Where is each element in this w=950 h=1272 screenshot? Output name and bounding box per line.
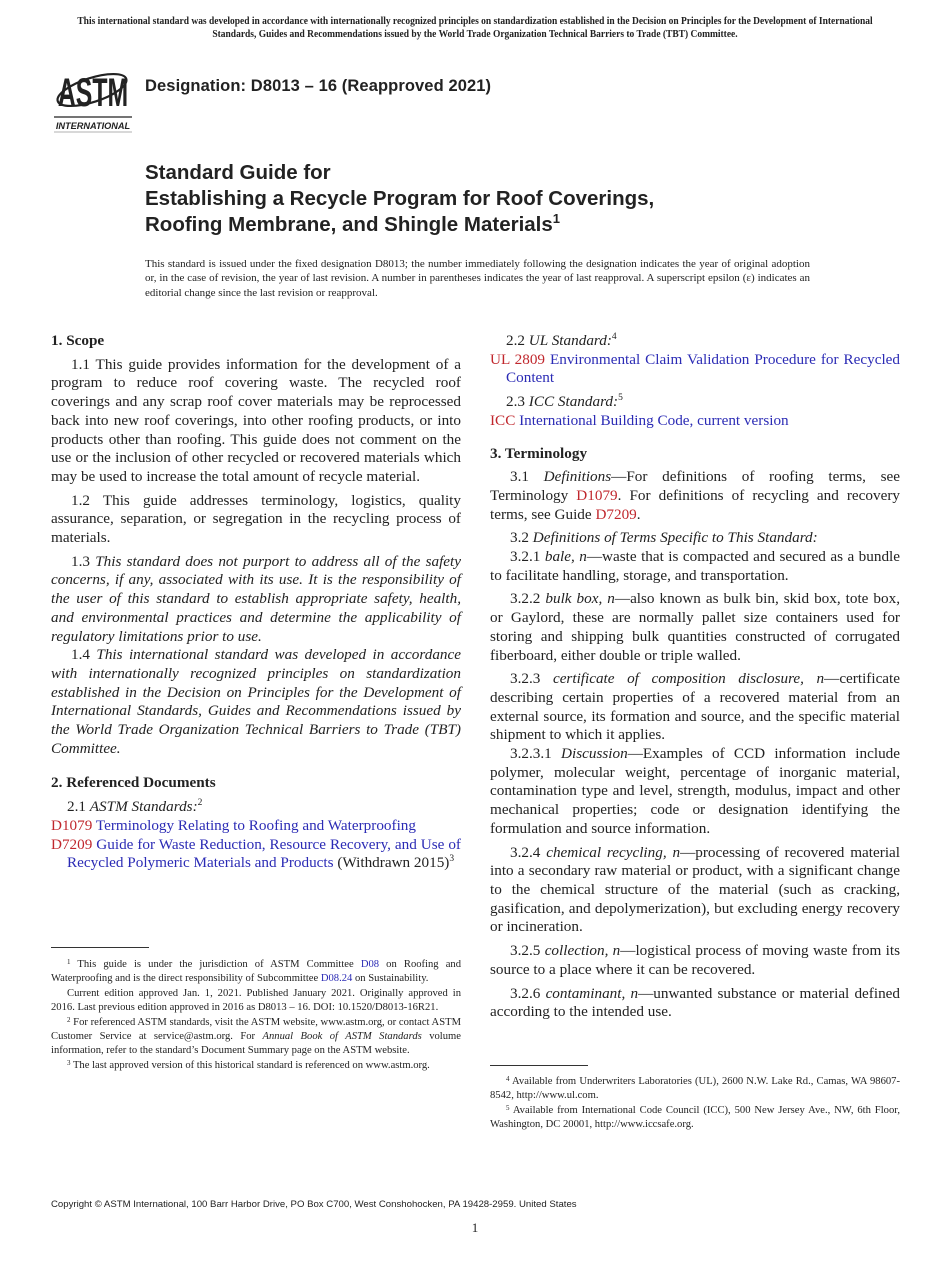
svg-text:INTERNATIONAL: INTERNATIONAL <box>55 121 131 131</box>
footnote-1-edition: Current edition approved Jan. 1, 2021. Published January 2021. Originally approved in 2016. Last previous edition approved in 2016 as D8013 – 16. DOI: 10.1520/D8013-16R21. <box>51 987 461 1014</box>
right-column <box>490 332 900 1027</box>
footnote-1: $^1$ This guide is under the jurisdiction of ASTM Committee D08 on Roofing and Waterproofing and is the direct responsibility of Subcommittee D08.24 on Sustainability. <box>51 958 461 985</box>
reference-title-link[interactable]: Terminology Relating to Roofing and Waterproofing <box>95 816 416 834</box>
paragraph-1-2: 1.2 This guide addresses terminology, logistics, quality assurance, separation, or segregation in the recycling process of materials. <box>51 491 461 547</box>
astm-logo-icon <box>52 56 134 134</box>
issue-note: This standard is issued under the fixed designation D8013; the number immediately following the designation indicates the year of original adoption or, in the case of revision, the year of last revision. A number in parentheses indicates the year of last reapproval. A superscript epsilon (ε) indicates an editorial change since the last revision or reapproval. <box>145 258 810 299</box>
footnotes-left <box>51 958 461 1073</box>
link-d7209[interactable]: D7209 <box>595 505 637 523</box>
definition-item: 3.2.4 chemical recycling, n—processing of recovered material into a secondary raw material or product, with a significant change to the chemical structure of the material (such as cracking, gasification, and depolymerization), but excluding energy recovery or incineration. <box>490 843 900 936</box>
definition-item: 3.2.1 bale, n—waste that is compacted and secured as a bundle to facilitate handling, storage, and transportation. <box>490 548 901 584</box>
link-d1079[interactable]: D1079 <box>576 486 618 504</box>
designation: Designation: D8013 – 16 (Reapproved 2021) <box>145 77 492 95</box>
footnote-2: $^2$ For referenced ASTM standards, visit the ASTM website, www.astm.org, or contact ASTM Customer Service at service@astm.org. For Annual Book of ASTM Standards volume information, refer to the standard’s Document Summary page on the ASTM website. <box>51 1015 461 1057</box>
title-line-1: Standard Guide for <box>145 161 331 184</box>
reference-icc[interactable] <box>490 412 900 431</box>
reference-code[interactable]: D7209 <box>51 835 93 853</box>
footnote-5: $^5$ Available from International Code Council (ICC), 500 New Jersey Ave., NW, 6th Floor, Washington, DC 20001, http://www.iccsafe.org. <box>490 1103 900 1131</box>
section-terminology-heading: 3. Terminology <box>490 444 588 462</box>
footnote-4: $^4$ Available from Underwriters Laboratories (UL), 2600 N.W. Lake Rd., Camas, WA 98607-8542, http://www.ul.com. <box>490 1075 900 1102</box>
footnotes-right <box>490 1075 900 1133</box>
title-footnote-mark: 1 <box>552 211 561 226</box>
definition-discussion: 3.2.3.1 Discussion—Examples of CCD information include polymer, molecular weight, percentage of inorganic material, contamination type and level, strength, modulus, impact and other mechanical properties; code or designation identifying the formulation and source information. <box>490 745 900 837</box>
section-referenced-heading: 2. Referenced Documents <box>51 774 216 792</box>
svg-text:ASTM: ASTM <box>57 71 129 116</box>
reference-title-link[interactable]: International Building Code, current version <box>519 411 789 429</box>
link-d08[interactable]: D08 <box>360 959 380 970</box>
paragraph-1-1: 1.1 This guide provides information for the development of a program to reduce roof covering waste. The recycled roof coverings and any scrap roof cover materials may be reprocessed back into new roof coverings, into other roofing products, or into products other than roofing. This guide does not comment on the use or the inclusion of other recycled or recovered materials which may be used to increase the total amount of recycle material. <box>51 355 461 485</box>
definition-item: 3.2.6 contaminant, n—unwanted substance or material defined according to the intended use. <box>490 984 900 1021</box>
reference-code[interactable]: ICC <box>490 411 516 429</box>
left-column <box>51 332 461 873</box>
paragraph-1-3: 1.3 This standard does not purport to address all of the safety concerns, if any, associated with its use. It is the responsibility of the user of this standard to establish appropriate safety, health, and environmental practices and determine the applicability of regulatory limitations prior to use. <box>51 552 461 645</box>
paragraph-1-4: 1.4 This international standard was developed in accordance with internationally recognized principles on standardization established in the Decision on Principles for the Development of International Standards, Guides and Recommendations issued by the World Trade Organization Technical Barriers to Trade (TBT) Committee. <box>51 646 461 757</box>
footnote-3: $^3$ The last approved version of this historical standard is referenced on www.astm.org. <box>67 1058 430 1071</box>
reference-code[interactable]: D1079 <box>51 816 93 834</box>
reference-title-link[interactable]: Environmental Claim Validation Procedure for Recycled Content <box>506 350 901 387</box>
reference-d1079[interactable] <box>51 817 461 836</box>
icc-standard-label: 2.3 ICC Standard:$^5$ <box>506 393 623 411</box>
paragraph-3-1: 3.1 Definitions—For definitions of roofing terms, see Terminology D1079. For definitions of recycling and recovery terms, see Guide D7209. <box>490 468 901 523</box>
title-line-3: Roofing Membrane, and Shingle Materials <box>145 213 553 236</box>
paragraph-3-2: 3.2 Definitions of Terms Specific to This Standard: <box>510 529 818 547</box>
section-scope-heading: 1. Scope <box>51 332 105 349</box>
reference-ul-2809[interactable] <box>490 351 900 388</box>
copyright: Copyright © ASTM International, 100 Barr Harbor Drive, PO Box C700, West Conshohocken, PA 19428-2959. United States <box>51 1199 577 1210</box>
document-title <box>145 160 845 238</box>
definition-item: 3.2.3 certificate of composition disclosure, n—certificate describing certain properties of a recovered material from an external source, its formation and source, and the specific material shipment to which it applies. <box>490 670 901 744</box>
link-d08-24[interactable]: D08.24 <box>320 973 353 985</box>
definition-item: 3.2.5 collection, n—logistical process of moving waste from its source to a place where it can be recovered. <box>490 942 900 978</box>
ul-standard-label: 2.2 UL Standard:$^4$ <box>506 332 617 349</box>
reference-code[interactable]: UL 2809 <box>490 350 546 368</box>
footnote-divider <box>51 947 149 948</box>
title-line-2: Establishing a Recycle Program for Roof Coverings, <box>145 187 655 210</box>
reference-title-link[interactable]: Guide for Waste Reduction, Resource Recovery, and Use of Recycled Polymeric Materials and Products <box>67 835 461 872</box>
footnote-divider <box>490 1065 588 1066</box>
page-number: 1 <box>471 1220 479 1235</box>
definition-item: 3.2.2 bulk box, n—also known as bulk bin, skid box, tote box, or Gaylord, these are normally pallet size containers used for storing and shipping bulk quantities constructed of corrugated fiberboard, either double or triple walled. <box>490 590 901 664</box>
reference-d7209[interactable]: D7209 Guide for Waste Reduction, Resource Recovery, and Use of Recycled Polymeric Materials and Products (Withdrawn 2015)$^3$ <box>51 835 461 872</box>
astm-standards-label: 2.1 ASTM Standards:$^2$ <box>67 798 203 816</box>
top-notice: This international standard was developed in accordance with internationally recognized principles on standardization established in the Decision on Principles for the Development of International Standards, Guides and Recommendations issued by the World Trade Organization Technical Barriers to Trade (TBT) Committee. <box>77 16 873 40</box>
